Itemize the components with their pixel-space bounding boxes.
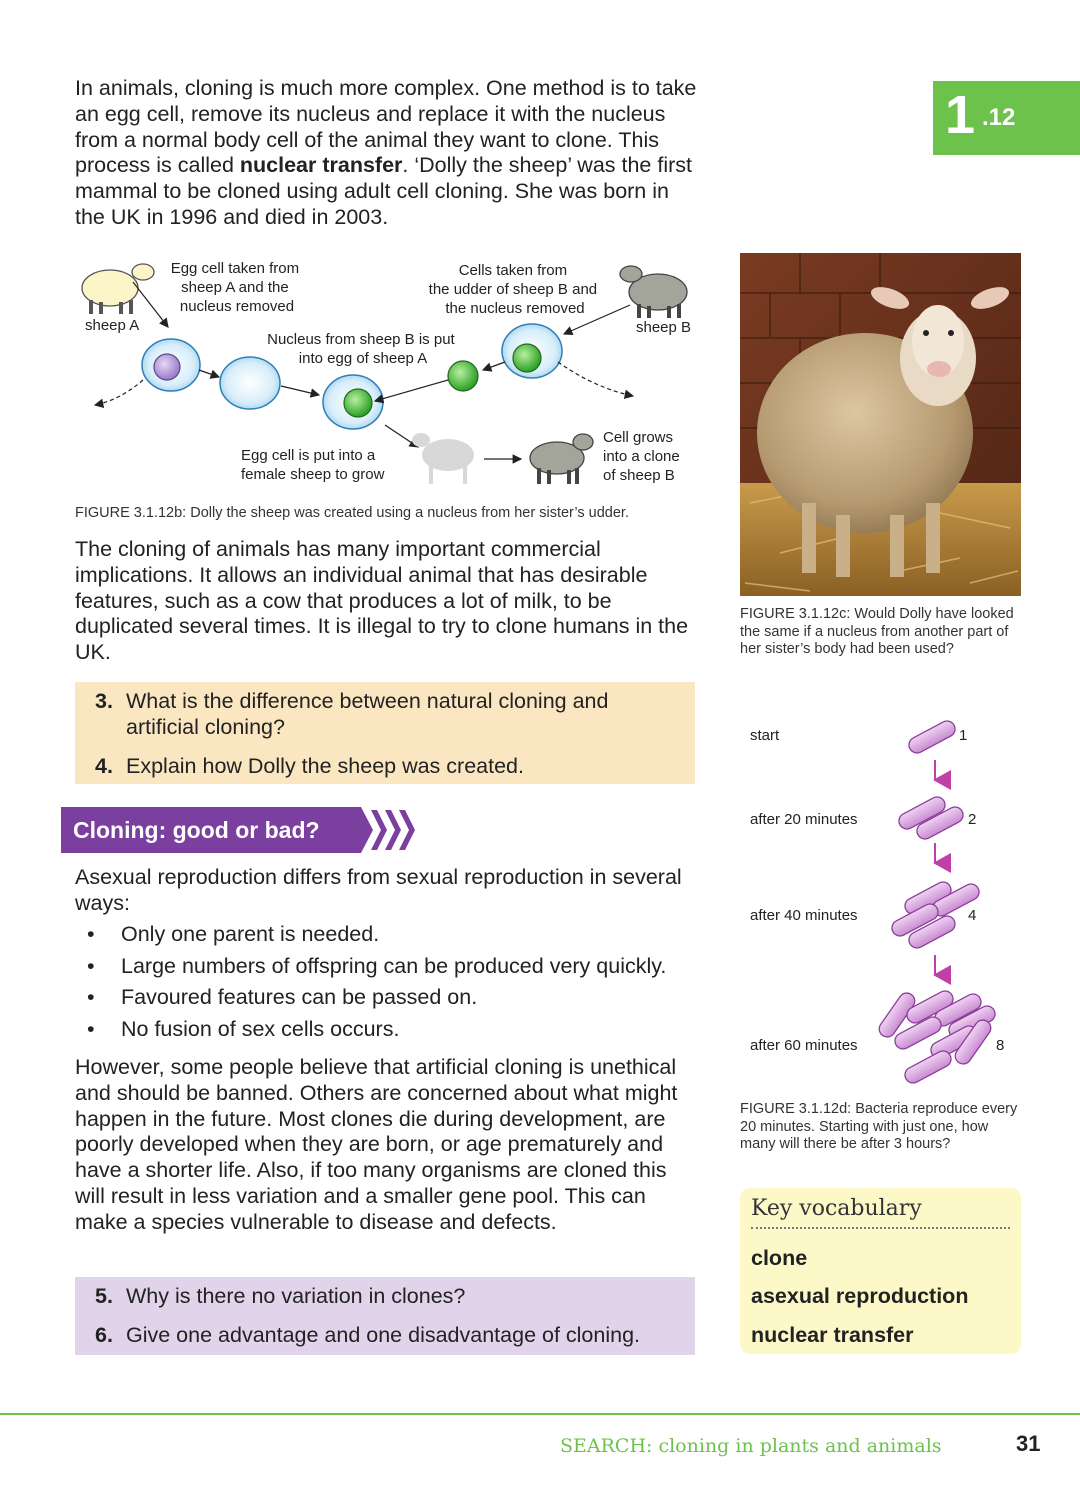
nuclear-transfer-diagram <box>75 250 700 500</box>
sheep-b-label: sheep B <box>636 319 692 336</box>
question-number: 6. <box>95 1323 113 1347</box>
stage-count-1: 1 <box>959 727 968 744</box>
question-text: Explain how Dolly the sheep was created. <box>126 754 524 778</box>
stage-label-start: start <box>750 727 780 744</box>
section-title: Cloning: good or bad? <box>73 817 320 843</box>
bullet-item: • Only one parent is needed. <box>87 919 707 951</box>
label-udder-cells: Cells taken from the udder of sheep B and the nucleus removed <box>428 262 598 317</box>
lesson-subnumber: .12 <box>982 104 1016 131</box>
lesson-number: 1 <box>945 85 976 145</box>
question-number: 5. <box>95 1284 113 1308</box>
question-number: 3. <box>95 689 113 713</box>
label-female-sheep: Egg cell is put into a female sheep to grow <box>241 447 385 483</box>
figure-d-caption: FIGURE 3.1.12d: Bacteria reproduce every 20 minutes. Starting with just one, how many will there be after 3 hours? <box>740 1101 1018 1152</box>
dolly-photo <box>740 253 1021 596</box>
bacteria-division-diagram <box>870 715 1005 1090</box>
sheep-a-label: sheep A <box>85 317 140 334</box>
footer-search-text: SEARCH: cloning in plants and animals <box>560 1435 942 1457</box>
vocab-term: clone <box>751 1246 808 1270</box>
bullet-item: • Large numbers of offspring can be produced very quickly. <box>87 951 707 983</box>
page-number: 31 <box>1016 1431 1041 1456</box>
figure-b-caption: FIGURE 3.1.12b: Dolly the sheep was created using a nucleus from her sister’s udder. <box>75 505 629 521</box>
chevrons-icon <box>341 807 421 853</box>
key-vocabulary-divider <box>751 1227 1010 1229</box>
egg-cell-with-nucleus <box>142 339 200 391</box>
key-vocabulary-title: Key vocabulary <box>751 1196 922 1221</box>
bacterium <box>902 1048 954 1086</box>
intro-text-1: In animals, cloning is much more complex. One method is to take an egg cell, remove its nucleus and replace it with the nucleus from a normal body cell of the animal they want to clone. This process is called <box>75 76 697 178</box>
egg-cell-enucleated <box>220 357 280 409</box>
ethics-paragraph: However, some people believe that artificial cloning is unethical and should be banned. Others are concerned about what might happen in the future. Most clones die during development, are poorly developed when they are born, or age prematurely and have a shorter life. Also, if too many organisms are cloned this will result in less variation and a smaller gene pool. This can make a species vulnerable to disease and defects. <box>75 1055 678 1234</box>
bullet-item: • Favoured features can be passed on. <box>87 982 707 1014</box>
sheep-b-illustration <box>620 266 687 318</box>
stage-label-60: after 60 minutes <box>750 1037 858 1054</box>
intro-text-2: . ‘Dolly the sheep’ was the first mammal to be cloned using adult cell cloning. She was born in the UK in 1996 and died in 2003. <box>75 153 692 229</box>
asexual-paragraph: Asexual reproduction differs from sexual reproduction in several ways: <box>75 865 682 915</box>
key-vocabulary-box <box>740 1188 1021 1354</box>
udder-cell <box>502 324 562 378</box>
bullet-list <box>87 919 707 1045</box>
bullet-item: • No fusion of sex cells occurs. <box>87 1014 707 1046</box>
question-text: Give one advantage and one disadvantage of cloning. <box>126 1323 641 1347</box>
intro-bold-term: nuclear transfer <box>239 153 403 178</box>
bacterium <box>906 718 958 756</box>
figure-c-caption: FIGURE 3.1.12c: Would Dolly have looked the same if a nucleus from another part of her sister’s body had been used? <box>740 606 1014 657</box>
stage-label-40: after 40 minutes <box>750 907 858 924</box>
stage-label-20: after 20 minutes <box>750 811 858 828</box>
questions-box-1 <box>75 682 695 784</box>
stage-count-8: 8 <box>996 1037 1005 1054</box>
lesson-badge <box>933 81 1080 155</box>
question-3 <box>95 688 685 740</box>
label-egg-taken: Egg cell taken from sheep A and the nucleus removed <box>170 260 300 315</box>
egg-cell-receiving-nucleus <box>323 375 383 429</box>
sheep-a-illustration <box>82 264 154 314</box>
footer-divider <box>0 1413 1080 1415</box>
section-header <box>61 807 416 853</box>
stage-count-2: 2 <box>968 811 977 828</box>
question-6 <box>95 1322 685 1348</box>
surrogate-sheep-illustration <box>412 433 474 484</box>
questions-box-2 <box>75 1277 695 1355</box>
question-number: 4. <box>95 754 113 778</box>
stage-count-4: 4 <box>968 907 977 924</box>
commercial-paragraph: The cloning of animals has many important commercial implications. It allows an individual animal that has desirable features, such as a cow that produces a lot of milk, to be duplicated several times. It is illegal to try to clone humans in the UK. <box>75 537 689 665</box>
question-text: Why is there no variation in clones? <box>126 1284 466 1308</box>
clone-sheep-illustration <box>530 434 593 484</box>
vocab-term: asexual reproduction <box>751 1284 969 1308</box>
free-nucleus <box>448 361 478 391</box>
question-5 <box>95 1283 685 1309</box>
question-4 <box>95 753 685 779</box>
question-text: What is the difference between natural cloning and artificial cloning? <box>126 689 609 739</box>
intro-paragraph <box>75 76 700 231</box>
vocab-term: nuclear transfer <box>751 1323 914 1347</box>
label-cell-grows: Cell grows into a clone of sheep B <box>603 429 680 484</box>
label-nucleus-transfer: Nucleus from sheep B is put into egg of sheep A <box>267 331 455 367</box>
